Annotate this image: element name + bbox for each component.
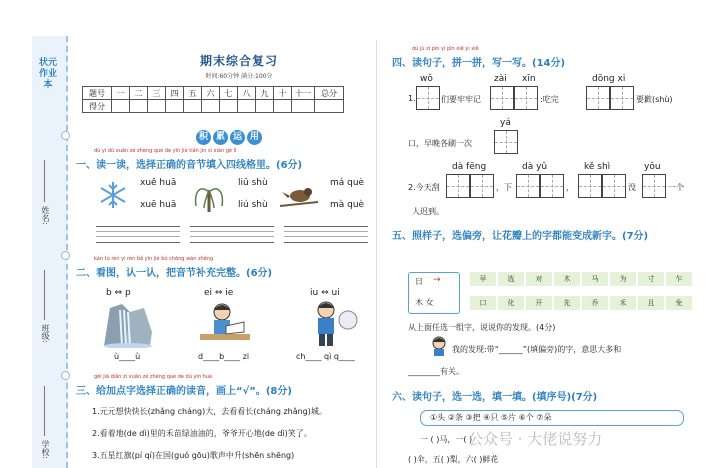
q3-line[interactable]: 1.元元想快快长(zhǎng cháng)大，去看看长(cháng zhǎng)城。 [92, 407, 327, 416]
score-cell[interactable] [256, 100, 274, 113]
brand-logo: 状元 作业本 [38, 58, 57, 90]
q2-fill[interactable]: ch____ qì q____ [296, 352, 355, 361]
q2-pair: ei ⇔ ie [204, 288, 234, 298]
class-line [44, 270, 45, 320]
q6-title: 六、读句子，选一选，填一填。(填序号)(7分) [392, 392, 598, 403]
q4-py: dà yǔ [522, 162, 548, 172]
answer-lines[interactable] [190, 226, 274, 243]
q4-text: 2.今天刮 [408, 183, 440, 192]
q4-py: dōng xi [592, 74, 626, 84]
q4-text: ， [566, 183, 574, 192]
score-cell[interactable] [166, 100, 184, 113]
arrow-icon: → [433, 275, 441, 285]
q3-title: 三、给加点字选择正确的读音，画上“√”。(8分) [76, 386, 292, 397]
q2-pair: b ⇔ p [106, 288, 131, 298]
section-pill: 积 累 运 用 [196, 124, 264, 141]
char-box[interactable] [490, 86, 514, 110]
q1-option: mà què [330, 200, 365, 210]
q1-option: má què [330, 178, 365, 188]
class-label: 班级: [41, 324, 50, 343]
q4-text: 一个 [668, 183, 684, 192]
q4-py: yá [500, 118, 511, 128]
binding-hole [61, 131, 70, 140]
q5-cell: 开 [526, 296, 552, 310]
char-box[interactable] [446, 174, 470, 198]
waterfall-illustration [100, 302, 156, 348]
score-cell[interactable] [220, 100, 238, 113]
score-row-headers: 题号 一 二 三 四 五 六 七 八 九 十 十一 总分 [83, 87, 344, 100]
char-box[interactable] [516, 174, 540, 198]
q1-title: 一、读一读，选择正确的音节填入四线格里。(6分) [76, 160, 303, 171]
q5-cell: 禾 [610, 296, 636, 310]
q5-cell: 口 [470, 296, 496, 310]
name-line [44, 160, 45, 202]
q1-option: xuě huā [140, 178, 177, 188]
score-cell[interactable] [130, 100, 148, 113]
q4-title: 四、读句子，拼一拼，写一写。(14分) [392, 58, 566, 69]
score-table [82, 86, 344, 113]
q3-line[interactable]: 2.看着地(de dì)里的禾苗绿油油的，爷爷开心地(de dì)笑了。 [92, 429, 312, 438]
q5-cell: 乔 [582, 296, 608, 310]
sparrow-icon [280, 184, 318, 210]
q5-cell: 早 [470, 272, 496, 286]
q4-text: 1. [408, 94, 416, 103]
q4-py: wǒ [420, 74, 433, 84]
q5-cell: 选 [498, 272, 524, 286]
q5-title: 五、照样子，选偏旁，让花瓣上的字都能变成新字。(7分) [392, 231, 649, 242]
score-cell[interactable] [148, 100, 166, 113]
q5-grid [470, 272, 690, 316]
q5-cell: 化 [498, 296, 524, 310]
q3-pinyin: gěi jiā diǎn zì xuǎn zé zhèng què de dú yīn huà [94, 374, 212, 380]
q5-cell: 先 [554, 296, 580, 310]
q6-line1[interactable]: 一 ( )马，一( ) [420, 435, 473, 444]
q1-option: liú shù [238, 200, 268, 210]
answer-lines[interactable] [284, 226, 368, 243]
char-box[interactable] [610, 86, 634, 110]
snowflake-icon [98, 180, 128, 210]
q5-left-bottom: 木 女 [415, 298, 434, 307]
willow-tree-icon [192, 178, 226, 212]
q5-left-top: 日 [415, 277, 423, 286]
q4-py: dà fēng [452, 162, 487, 172]
q5-cell: 且 [638, 296, 664, 310]
q4-text: 要歉(shù) [636, 95, 673, 104]
q5-cell: 寸 [638, 272, 664, 286]
child-with-balloon-illustration [306, 300, 362, 348]
score-cell[interactable] [202, 100, 220, 113]
q4-text: :吃完 [540, 95, 559, 104]
page-title: 期末综合复习 [199, 54, 278, 68]
q4-text: 口，早晚各刷一次 [408, 139, 472, 148]
q5-cell: 对 [526, 272, 552, 286]
q5-finding[interactable]: 我的发现:带“______”(填偏旁)的字，意思大多和 [452, 345, 622, 354]
binding-strip [32, 36, 68, 468]
q1-option: liǔ shù [238, 178, 268, 188]
exam-meta: 时间:60分钟 满分:100分 [205, 73, 273, 80]
binding-hole [61, 371, 70, 380]
child-avatar-icon [430, 336, 448, 356]
watermark: 公众号 · 大佬说努力 [468, 430, 603, 448]
score-cell[interactable] [184, 100, 202, 113]
q4-text: 们要牢牢记 [441, 95, 481, 104]
char-box[interactable] [494, 130, 518, 154]
q2-pair: iu ⇔ ui [310, 288, 340, 298]
q4-py: xīn [522, 74, 536, 84]
q2-fill[interactable]: ù____ù [114, 352, 141, 361]
char-box[interactable] [578, 174, 602, 198]
q4-text: 人迟到。 [412, 207, 444, 216]
q1-option: xuē huā [140, 200, 177, 210]
q2-title: 二、看图，认一认，把音节补充完整。(6分) [76, 268, 273, 279]
char-box[interactable] [416, 86, 440, 110]
school-label: 学校: [41, 440, 50, 459]
column-divider [376, 40, 377, 468]
name-label: 姓名: [41, 206, 50, 225]
q5-finding2[interactable]: ________有关。 [408, 367, 464, 376]
q5-cell: 为 [610, 272, 636, 286]
char-box[interactable] [540, 174, 564, 198]
char-box[interactable] [470, 174, 494, 198]
q1-pinyin: dú yi dú xuǎn zé zhèng què de yīn jié tián jìn sì xiàn gé lǐ [94, 148, 237, 154]
q5-cell: 乍 [666, 272, 692, 286]
score-cell[interactable] [315, 100, 344, 113]
child-reading-illustration [198, 300, 252, 348]
q5-cell: 免 [666, 296, 692, 310]
q5-cell: 马 [582, 272, 608, 286]
q2-pinyin: kàn tú rèn yi rèn bǎ yīn jié bǔ chōng wán zhěng [94, 256, 214, 262]
q4-text: ，下 [496, 183, 512, 192]
score-cell[interactable] [112, 100, 130, 113]
q6-options: ①头 ②条 ③把 ④只 ⑤片 ⑥个 ⑦朵 [430, 413, 552, 422]
q2-fill[interactable]: d____b____ zi [198, 352, 250, 361]
q4-text: 没 [628, 183, 636, 192]
char-box[interactable] [602, 174, 626, 198]
q6-line2[interactable]: ( )伞，五( )梨，六( )鲜花 [408, 455, 499, 464]
score-row-values: 得分 [83, 100, 344, 113]
q5-task: 从上面任选一组字，说说你的发现。(4分) [408, 323, 556, 332]
q3-line[interactable]: 3.五星红旗(pí qí)在国(guó gōu)歌声中升(shēn shēng) [92, 451, 295, 460]
q5-cell: 木 [554, 272, 580, 286]
char-box[interactable] [514, 86, 538, 110]
school-line [44, 386, 45, 436]
answer-lines[interactable] [96, 226, 180, 243]
score-cell[interactable] [292, 100, 315, 113]
char-box[interactable] [586, 86, 610, 110]
score-cell[interactable] [238, 100, 256, 113]
score-cell[interactable] [274, 100, 292, 113]
q4-pinyin: dú jù zi pīn yi pīn xiě yi xiě [412, 46, 479, 52]
q4-py: zài [494, 74, 507, 84]
binding-hole [61, 251, 70, 260]
q4-py: kě shì [584, 162, 611, 172]
q5-left-box [408, 272, 460, 314]
q4-py: yǒu [644, 162, 661, 172]
char-box[interactable] [642, 174, 666, 198]
